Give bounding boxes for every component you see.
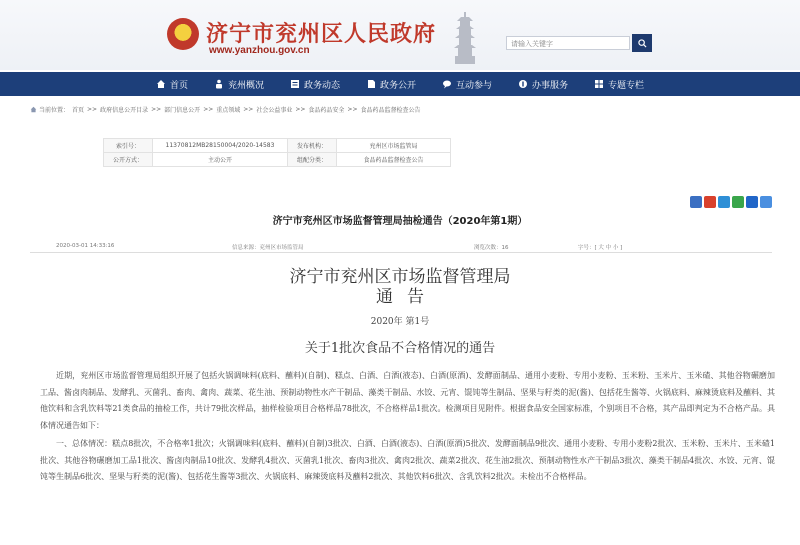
main-nav — [0, 72, 800, 96]
national-emblem-icon — [167, 18, 199, 50]
issuer-heading: 济宁市兖州区市场监督管理局 — [289, 267, 511, 287]
share-tencent-icon[interactable] — [718, 196, 730, 208]
topic-icon — [594, 79, 604, 89]
search-button[interactable] — [632, 34, 652, 52]
view-count: 浏览次数：16 — [474, 245, 509, 251]
nav-item-news[interactable]: 政务动态 — [290, 78, 340, 91]
document-number: 2020年 第1号 — [370, 317, 430, 327]
divider — [30, 252, 772, 253]
breadcrumb-link[interactable]: 首页 — [72, 107, 85, 114]
nav-item-home[interactable]: 首页 — [156, 78, 188, 91]
site-title[interactable]: 济宁市兖州区人民政府 — [206, 21, 437, 47]
breadcrumb-link[interactable]: 社会公益事业 — [256, 107, 293, 114]
breadcrumb-link[interactable]: 食品药品监督检查公告 — [360, 107, 421, 114]
meta-value: 食品药品监督检查公告 — [337, 153, 451, 167]
article-title: 济宁市兖州区市场监督管理局抽检通告（2020年第1期） — [272, 216, 528, 227]
publish-date: 2020-03-01 14:33:16 — [56, 243, 115, 249]
share-bar — [688, 196, 772, 208]
site-url: www.yanzhou.gov.cn — [209, 45, 310, 56]
chat-icon — [442, 79, 452, 89]
info-source: 信息来源：兖州区市场监管局 — [232, 245, 304, 251]
notice-heading: 通告 — [376, 287, 438, 307]
search-input[interactable]: 请输入关键字 — [506, 36, 630, 50]
search-icon — [638, 39, 647, 48]
site-header — [0, 0, 800, 70]
breadcrumb: 当前位置： 首页 >> 政府信息公开目录 >> 部门信息公开 >> 重点领域 >> 社会公益事业 >> 食品药品安全 >> 食品药品监督检查公告 — [30, 105, 424, 114]
pagoda-icon — [453, 12, 477, 64]
location-icon — [30, 106, 37, 113]
meta-label: 索引号： — [104, 139, 153, 153]
nav-item-interaction[interactable]: 互动参与 — [442, 78, 492, 91]
breadcrumb-link[interactable]: 部门信息公开 — [164, 107, 201, 114]
share-weibo-icon[interactable] — [704, 196, 716, 208]
meta-value: 兖州区市场监管局 — [337, 139, 451, 153]
article-subtitle: 关于1批次食品不合格情况的通告 — [304, 341, 496, 356]
article-body — [40, 368, 775, 488]
body-paragraph: 一、总体情况：糕点8批次，不合格率1批次；火锅调味料(底料、蘸料)(自制)3批次、白酒、白酒(液态)、白酒(原酒)5批次、发酵面制品9批次、通用小麦粉、专用小麦粉2批次、玉米粉、玉米片、玉米碴1批次、其他谷物碾磨加工品1批次、酱卤肉制品10批次、发酵乳4批次、灭菌乳1批次、畜肉3批次、禽肉2批次、蔬菜2批次、花生油2批次、预制动物性水产干制品3批次、藻类干制品4批次、水饺、元宵、馄饨等生制品6批次、坚果与籽类的泥(酱)、包括花生酱等3批次、火锅底料、麻辣烫底料及蘸料2批次、其他饮料6批次、含乳饮料2批次。未检出不合格样品。 — [40, 439, 775, 481]
share-wechat-icon[interactable] — [732, 196, 744, 208]
document-meta-table — [103, 138, 451, 167]
meta-label: 发布机构： — [288, 139, 337, 153]
meta-value: 主动公开 — [153, 153, 288, 167]
breadcrumb-link[interactable]: 食品药品安全 — [308, 107, 345, 114]
breadcrumb-link[interactable]: 重点领域 — [216, 107, 241, 114]
body-paragraph: 近期，兖州区市场监督管理局组织开展了包括火锅调味料(底料、蘸料)(自制)、糕点、白酒、白酒(液态)、白酒(原酒)、发酵面制品、通用小麦粉、专用小麦粉、玉米粉、玉米片、玉米碴、其他谷物碾磨加工品、酱卤肉制品、发酵乳、灭菌乳、畜肉、禽肉、蔬菜、花生油、预制动物性水产干制品、藻类干制品、水饺、元宵、馄饨等生制品、坚果与籽类的泥(酱)、包括花生酱等、火锅底料、麻辣烫底料及蘸料、其他饮料和含乳饮料等21类食品的抽检工作，共计79批次样品，抽样检验项目合格样品78批次，不合格样品1批次。检测项目见附件。根据食品安全国家标准，个别项目不合格，其产品即判定为不合格产品。具体情况通告如下： — [40, 371, 775, 430]
document-icon — [366, 79, 376, 89]
news-icon — [290, 79, 300, 89]
breadcrumb-link[interactable]: 政府信息公开目录 — [100, 107, 149, 114]
meta-label: 组配分类： — [288, 153, 337, 167]
home-icon — [156, 79, 166, 89]
share-more-icon[interactable] — [760, 196, 772, 208]
share-renren-icon[interactable] — [746, 196, 758, 208]
share-qzone-icon[interactable] — [690, 196, 702, 208]
service-icon — [518, 79, 528, 89]
font-size-switcher[interactable]: 字号：[ 大 中 小 ] — [578, 245, 623, 251]
meta-value: 11370812MB28150004/2020-14583 — [153, 139, 288, 153]
info-icon — [214, 79, 224, 89]
nav-item-overview[interactable]: 兖州概况 — [214, 78, 264, 91]
nav-item-topics[interactable]: 专题专栏 — [594, 78, 644, 91]
nav-item-disclosure[interactable]: 政务公开 — [366, 78, 416, 91]
meta-label: 公开方式： — [104, 153, 153, 167]
nav-item-services[interactable]: 办事服务 — [518, 78, 568, 91]
